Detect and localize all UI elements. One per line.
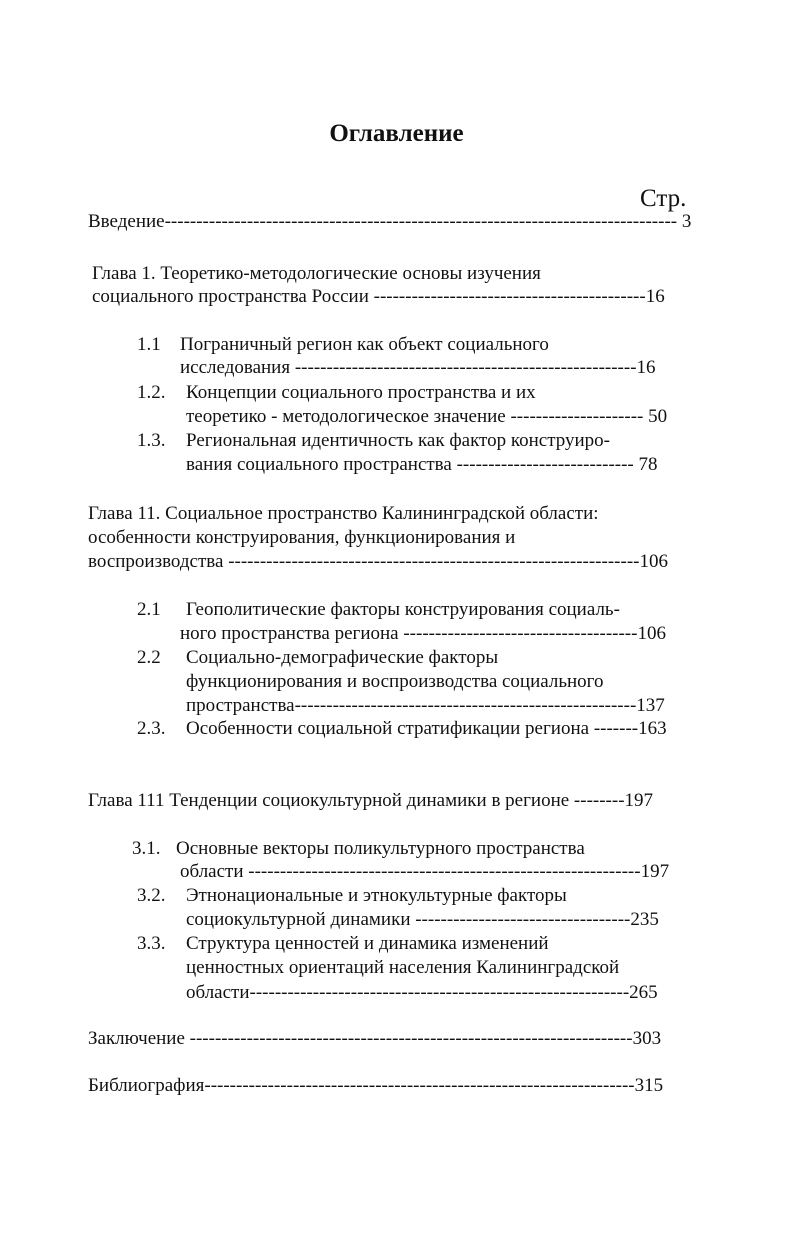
page-title: Оглавление: [329, 120, 464, 147]
toc-chapter-2-line1: Глава 11. Социальное пространство Калининградской области:: [88, 503, 599, 524]
toc-entry-text: пространства: [186, 695, 295, 716]
toc-page-number: 78: [638, 454, 658, 475]
toc-leader: -----------------------------------------------------------------: [223, 551, 640, 572]
toc-page-number: 265: [629, 982, 658, 1003]
toc-entry-text: Особенности социальной стратификации региона: [186, 718, 590, 739]
toc-section-number: 3.1.: [132, 838, 161, 859]
toc-entry-text: теоретико - методологическое значение: [186, 406, 506, 427]
toc-entry-text: воспроизводства: [88, 551, 224, 572]
toc-entry-text: социокультурной динамики: [186, 909, 411, 930]
toc-section-2-2-line1: Социально-демографические факторы: [186, 647, 499, 668]
toc-section-2-1-line1: Геополитические факторы конструирования социаль-: [186, 599, 620, 620]
toc-section-number: 2.2: [137, 647, 161, 668]
toc-section-1-1[interactable]: [180, 357, 690, 379]
toc-section-1-2-line1: Концепции социального пространства и их: [186, 382, 536, 403]
toc-leader: --------------------------------------------------------------------: [204, 1075, 635, 1096]
toc-leader: ---------------------: [505, 406, 649, 427]
toc-page-number: 106: [637, 623, 666, 644]
toc-section-3-3[interactable]: [186, 982, 691, 1004]
toc-chapter-2[interactable]: [88, 551, 688, 573]
toc-section-number: 1.2.: [137, 382, 166, 403]
toc-section-1-3[interactable]: [186, 454, 691, 476]
toc-section-2-1[interactable]: [180, 623, 690, 645]
toc-section-3-3-line1: Структура ценностей и динамика изменений: [186, 933, 549, 954]
toc-leader: ------------------------------------------------------------: [249, 982, 630, 1003]
toc-section-number: 1.3.: [137, 430, 166, 451]
toc-section-number: 2.1: [137, 599, 161, 620]
toc-entry-text: социального пространства России: [92, 286, 369, 307]
toc-section-3-3-line2: ценностных ориентаций населения Калининградской: [186, 957, 620, 978]
toc-leader: ------------------------------------------------------: [294, 695, 637, 716]
toc-leader: -------------------------------------------: [368, 286, 646, 307]
toc-leader: --------------------------------------------------------------: [243, 861, 641, 882]
toc-leader: ----------------------------------------------------------------------: [184, 1028, 633, 1049]
toc-page-number: 163: [638, 718, 667, 739]
toc-leader: ---------------------------------------------------------------------------------: [164, 211, 682, 232]
toc-section-3-1[interactable]: [180, 861, 685, 883]
toc-section-3-2[interactable]: [186, 909, 686, 931]
toc-entry-text: вания социального пространства: [186, 454, 452, 475]
toc-entry-text: области: [180, 861, 244, 882]
page-column-header: Стр.: [640, 185, 687, 212]
toc-leader: --------: [569, 790, 625, 811]
toc-entry-text: области: [186, 982, 250, 1003]
toc-leader: ----------------------------: [451, 454, 639, 475]
toc-section-1-3-line1: Региональная идентичность как фактор конструиро-: [186, 430, 611, 451]
toc-page-number: 303: [632, 1028, 662, 1049]
toc-page-number: 235: [630, 909, 659, 930]
toc-entry-text: Введение: [88, 211, 165, 232]
toc-page-number: 137: [636, 695, 665, 716]
toc-page-number: 106: [639, 551, 668, 572]
toc-chapter-1-line1: Глава 1. Теоретико-методологические основы изучения: [92, 263, 541, 284]
toc-section-3-2-line1: Этнонациональные и этнокультурные факторы: [186, 885, 567, 906]
toc-entry-bibliography[interactable]: [88, 1075, 688, 1097]
toc-section-2-2-line2: функционирования и воспроизводства социального: [186, 671, 604, 692]
toc-chapter-2-line2: особенности конструирования, функционирования и: [88, 527, 516, 548]
toc-section-1-1-line1: Пограничный регион как объект социального: [180, 334, 549, 355]
toc-page-number: 197: [624, 790, 654, 811]
toc-section-3-1-line1: Основные векторы поликультурного пространства: [176, 838, 585, 859]
toc-entry-text: Глава 111 Тенденции социокультурной динамики в регионе: [88, 790, 570, 811]
toc-page-number: 197: [640, 861, 670, 882]
toc-chapter-3[interactable]: [88, 790, 688, 812]
toc-section-number: 3.3.: [137, 933, 166, 954]
toc-page-number: 3: [681, 211, 692, 232]
toc-entry-text: Заключение: [88, 1028, 185, 1049]
toc-entry-text: ного пространства региона: [180, 623, 399, 644]
toc-entry-conclusion[interactable]: [88, 1028, 688, 1050]
toc-leader: ------------------------------------------------------: [290, 357, 637, 378]
toc-page-number: 16: [645, 286, 665, 307]
toc-leader: ----------------------------------: [410, 909, 631, 930]
toc-page-number: 16: [636, 357, 656, 378]
toc-section-1-2[interactable]: [186, 406, 691, 428]
toc-leader: -------: [589, 718, 639, 739]
toc-page-number: 315: [634, 1075, 664, 1096]
toc-entry-introduction[interactable]: [88, 211, 692, 233]
toc-section-number: 3.2.: [137, 885, 166, 906]
toc-section-number: 1.1: [137, 334, 161, 355]
toc-entry-text: Библиография: [88, 1075, 205, 1096]
toc-section-2-2[interactable]: [186, 695, 691, 717]
toc-section-number: 2.3.: [137, 718, 166, 739]
toc-page-number: 50: [648, 406, 668, 427]
toc-entry-text: исследования: [180, 357, 291, 378]
toc-leader: -------------------------------------: [398, 623, 638, 644]
toc-chapter-1[interactable]: [92, 286, 692, 308]
toc-section-2-3[interactable]: [186, 718, 691, 740]
